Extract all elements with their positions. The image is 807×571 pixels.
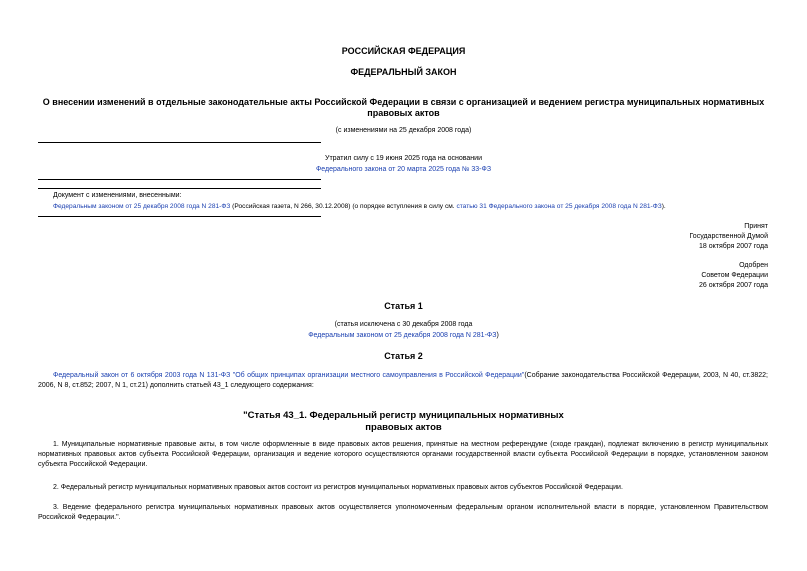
adopted-by: Государственной Думой [689,233,768,240]
article-2-text [38,371,768,391]
changes-text: (Российская газета, N 266, 30.12.2008) (о порядке вступления в силу см. [230,203,457,210]
changes-intro: Документ с изменениями, внесенными: [53,192,182,199]
article-43-paragraph-3: 3. Ведение федерального регистра муниципальных нормативных правовых актов осуществляется уполномоченным федеральным органом исполнительной власти в порядке, установленном Правительством Российской Федерации.". [38,504,768,521]
approved-block [500,261,768,291]
article-2-body: (Собрание законодательства Российской Федерации, 2003, N 40, ст.3822; 2006, N 8, ст.852; 2007, N 1, ст.21) дополнить статьей 43_1 следующего содержания: [38,372,768,389]
divider [38,216,321,217]
amendment-note: (с изменениями на 25 декабря 2008 года) [335,127,472,134]
adopted-date: 18 октября 2007 года [699,243,768,250]
article-2-heading: Статья 2 [384,351,423,361]
article-43-heading-line2: правовых актов [365,422,442,433]
article-43-paragraph-2: 2. Федеральный регистр муниципальных нормативных правовых актов состоит из регистров муниципальных нормативных правовых актов субъектов Российской Федерации. [53,484,623,491]
approved-line: Одобрен [739,262,768,269]
changes-text-end: ). [661,203,666,210]
approved-by: Советом Федерации [701,272,768,279]
lost-force-link[interactable]: Федерального закона от 20 марта 2025 года № 33-ФЗ [315,166,492,173]
article-43-heading-line1: "Статья 43_1. Федеральный регистр муниципальных нормативных [243,410,564,421]
adopted-block [500,222,768,252]
article-1-note: (статья исключена с 30 декабря 2008 года [334,321,473,328]
amending-law-link[interactable]: Федеральным законом от 25 декабря 2008 года N 281-ФЗ [53,203,231,210]
article-43-paragraph-1: 1. Муниципальные нормативные правовые акты, в том числе оформленные в виде правовых актов решения, принятые на местном референдуме (сходе граждан), подлежат включению в регистр муниципальных нормативных правовых актов субъекта Российской Федерации, организация и ведение которого осуществляются органами государственной власти субъекта Российской Федерации в порядке, установленном законом субъекта Российской Федерации. [38,441,768,468]
divider [38,179,321,180]
divider [38,188,321,189]
approved-date: 26 октября 2007 года [699,282,768,289]
article-1-heading: Статья 1 [384,301,423,311]
country-heading: РОССИЙСКАЯ ФЕДЕРАЦИЯ [341,46,466,56]
article-1-amend-link[interactable]: Федеральным законом от 25 декабря 2008 года N 281-ФЗ [308,332,497,339]
document-title: О внесении изменений в отдельные законодательные акты Российской Федерации в связи с организацией и ведением регистра муниципальных нормативных правовых актов [42,97,765,118]
lost-force-text: Утратил силу с 19 июня 2025 года на основании [325,155,482,162]
adopted-line: Принят [744,223,768,230]
article-1-note-end: ) [496,332,499,339]
article-43-heading [0,410,807,434]
article-1-note-line [0,331,807,341]
doc-type-heading: ФЕДЕРАЛЬНЫЙ ЗАКОН [350,67,457,77]
article-31-link[interactable]: статью 31 Федерального закона от 25 декабря 2008 года N 281-ФЗ [456,203,662,210]
law-131-link[interactable]: Федеральный закон от 6 октября 2003 года N 131-ФЗ "Об общих принципах организации местного самоуправления в Российской Федерации" [53,372,525,379]
divider [38,142,321,143]
changes-line [53,202,793,212]
